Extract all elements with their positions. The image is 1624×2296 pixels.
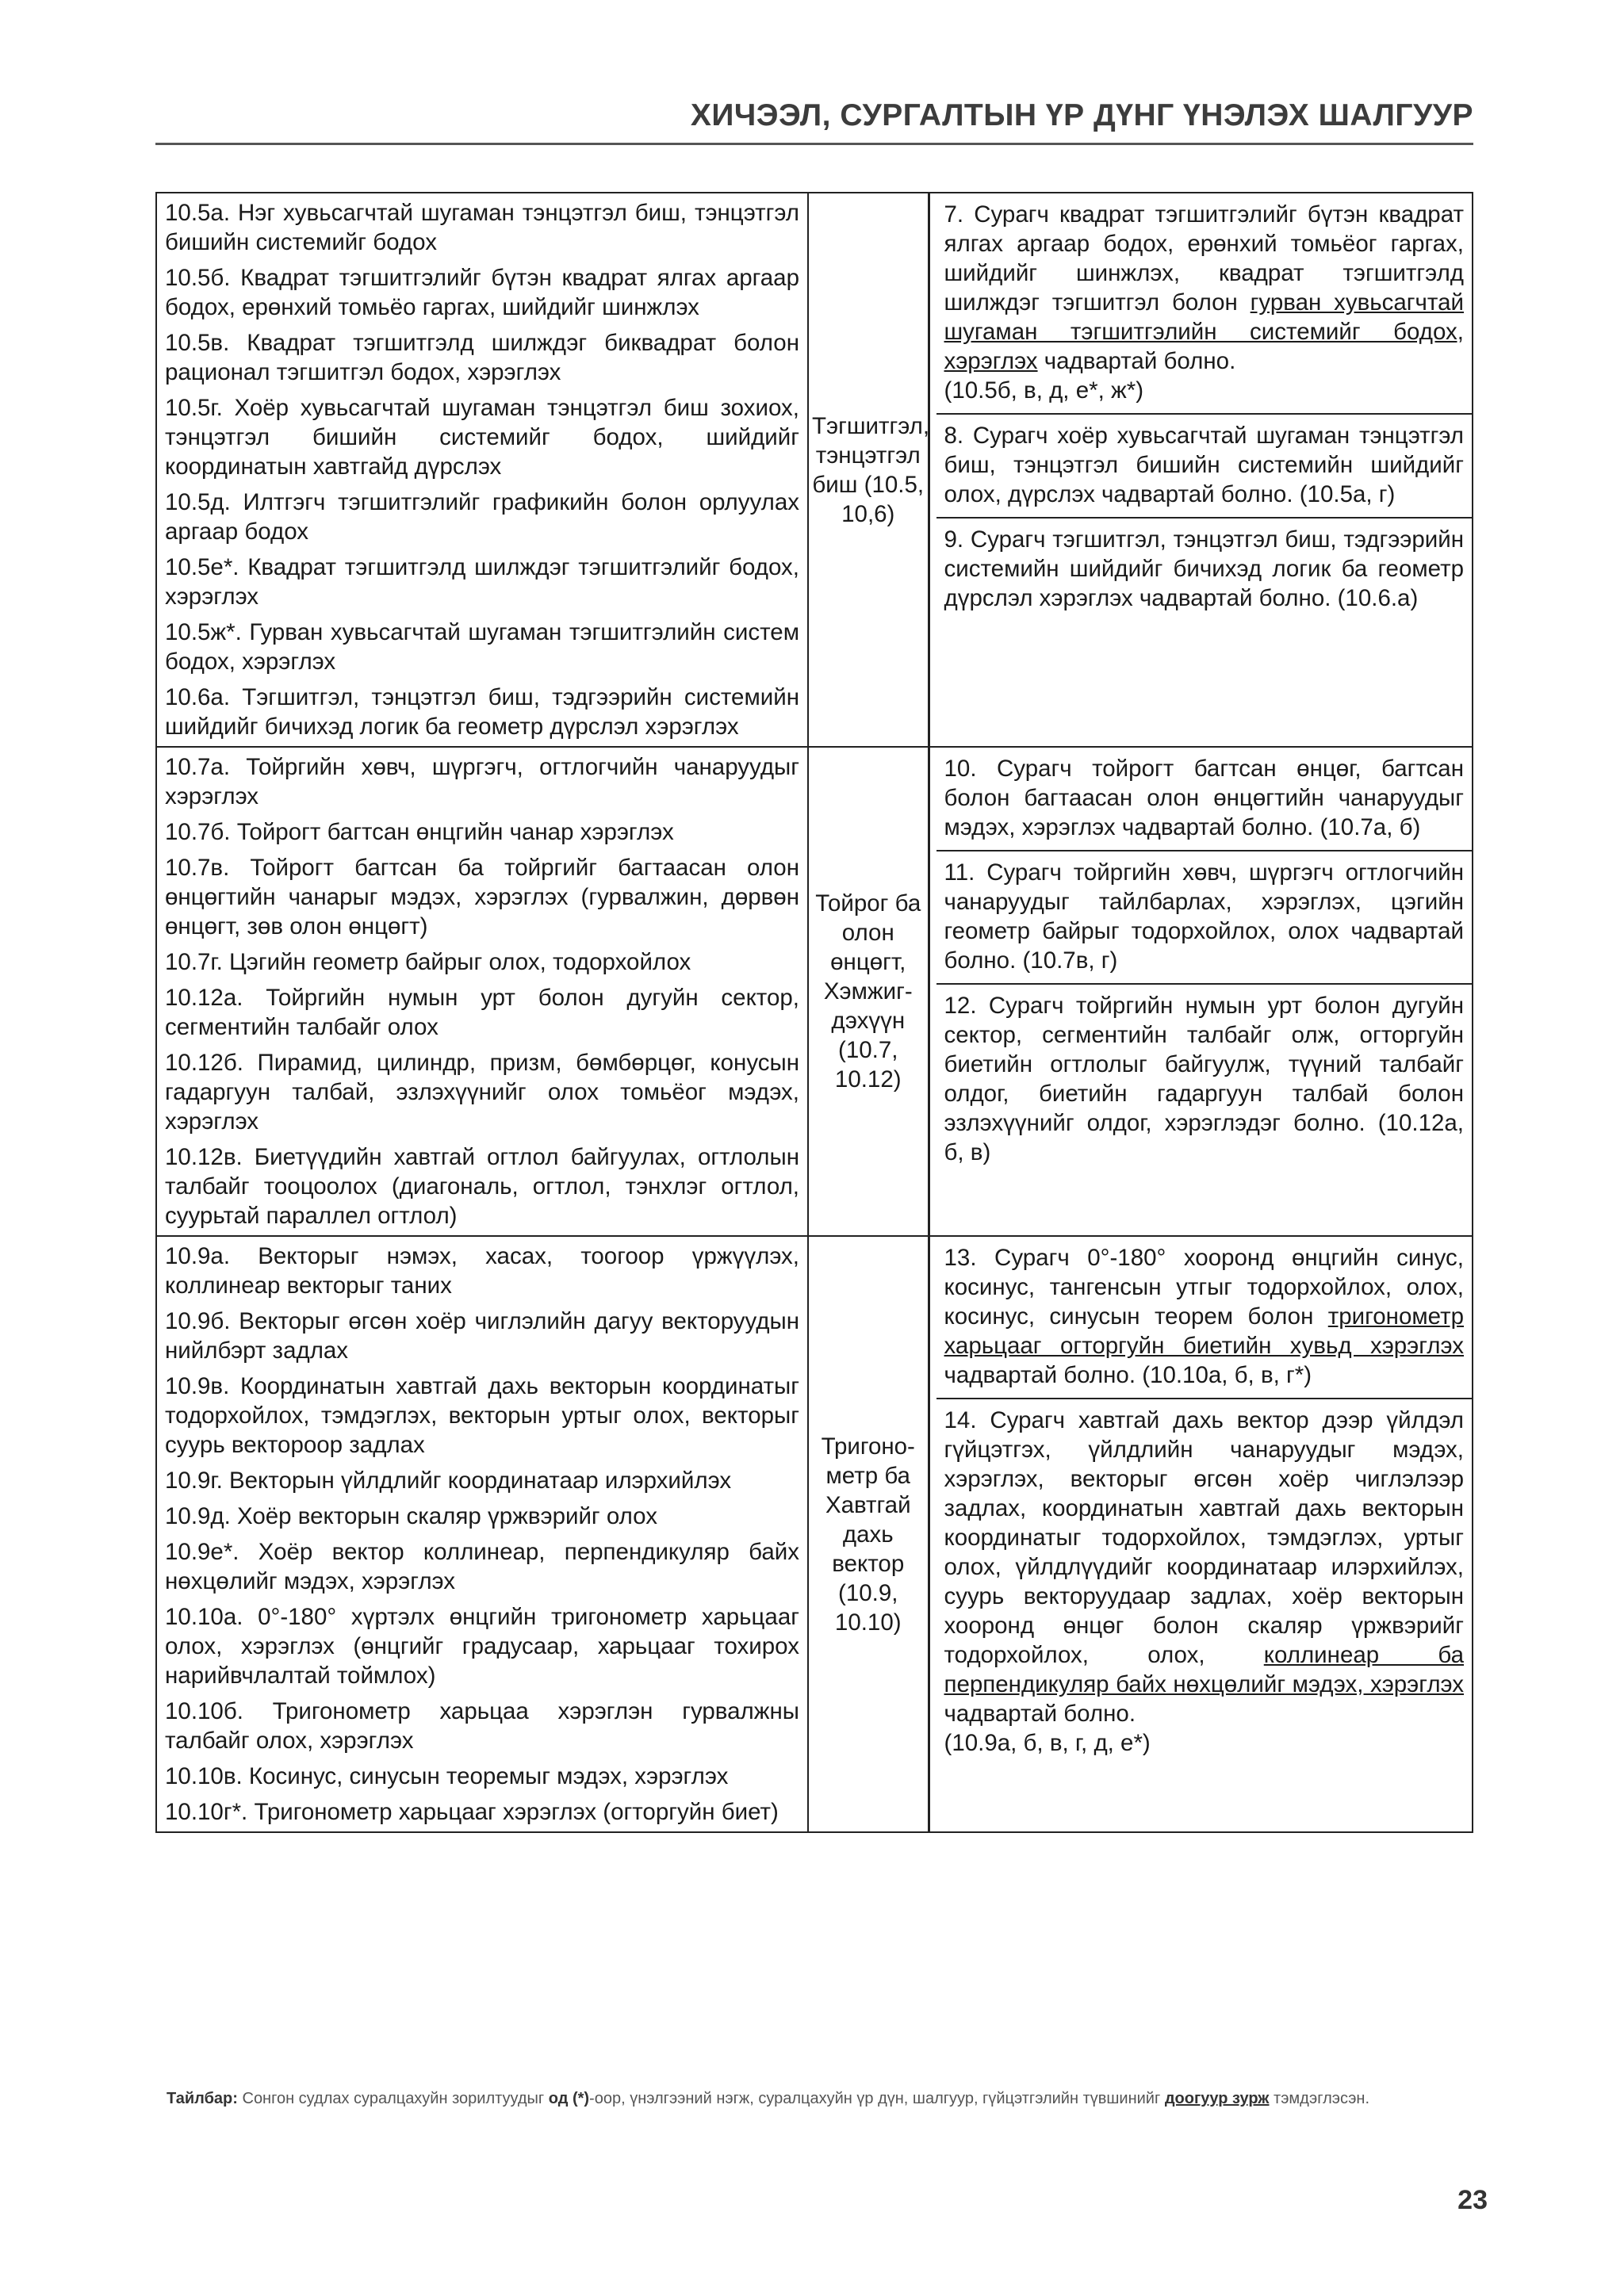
outcome-text-end: чадвартай болно. (10.10а, б, в, г*) <box>944 1362 1312 1388</box>
outcome-underlined-text: гурван хувьсагчтай шугаман тэгшитгэлийн системийг бодох, хэрэглэх <box>944 289 1464 374</box>
objective-item: 10.5е*. Квадрат тэгшитгэлд шилждэг тэгшитгэлийг бодох, хэрэглэх <box>165 554 799 610</box>
objective-item: 10.5г. Хоёр хувьсагчтай шугаман тэнцэтгэл биш зохиох, тэнцэтгэл бишийн системийг бодох, шийдийг координатын хавтгайд дүрслэх <box>165 395 799 480</box>
table-row <box>156 1236 1473 1832</box>
outcome-item <box>936 851 1473 985</box>
objective-item: 10.5д. Илтгэгч тэгшитгэлийг графикийн болон орлуулах аргаар бодох <box>165 489 799 545</box>
objective-item: 10.7в. Тойрогт багтсан ба тойргийг багтаасан олон өнцөгтийн чанарыг мэдэх, хэрэглэх (гурвалжин, дөрвөн өнцөгт, зөв олон өнцөгт) <box>165 855 799 939</box>
footnote-text: Сонгон судлах суралцахуйн зорилтуудыг <box>237 2090 549 2107</box>
objective-item: 10.10а. 0°-180° хүртэлх өнцгийн тригонометр харьцааг олох, хэрэглэх (өнцгийг градусаар, харьцааг тохирох нарийвчлалтай тоймлох) <box>165 1604 799 1689</box>
outcome-item <box>936 193 1473 415</box>
objective-item: 10.10г*. Тригонометр харьцааг хэрэглэх (огторгуйн биет) <box>165 1799 779 1825</box>
objective-item: 10.10б. Тригонометр харьцаа хэрэглэн гурвалжны талбайг олох, хэрэглэх <box>165 1698 799 1754</box>
objective-item: 10.7б. Тойрогт багтсан өнцгийн чанар хэрэглэх <box>165 819 674 845</box>
outcome-text: 9. Сурагч тэгшитгэл, тэнцэтгэл биш, тэдгээрийн системийн шийдийг бичихэд логик ба геометр дүрслэл хэрэглэх чадвартай болно. (10.6.а) <box>944 526 1464 611</box>
objective-item: 10.9г. Векторын үйлдлийг координатаар илэрхийлэх <box>165 1468 732 1494</box>
table-row <box>156 747 1473 1236</box>
objective-item: 10.12б. Пирамид, цилиндр, призм, бөмбөрцөг, конусын гадаргуун талбай, эзлэхүүнийг олох томьёог мэдэх, хэрэглэх <box>165 1050 799 1135</box>
assessment-criteria-table <box>155 192 1473 1833</box>
objective-item: 10.9а. Векторыг нэмэх, хасах, тоогоор үржүүлэх, коллинеар векторыг таних <box>165 1243 799 1299</box>
outcome-text: 7. Сурагч квадрат тэгшитгэлийг бүтэн квадрат ялгах аргаар бодох, ерөнхий томьёог гаргах, шийдийг шинжлэх, квадрат тэгшитгэлд шилждэг тэгшитгэл болон <box>944 201 1464 316</box>
footnote-underlined: доогуур зурж <box>1164 2090 1270 2107</box>
objective-item: 10.9е*. Хоёр вектор коллинеар, перпендикуляр байх нөхцөлийг мэдэх, хэрэглэх <box>165 1539 799 1594</box>
outcome-item <box>936 985 1473 1175</box>
outcome-text: 14. Сурагч хавтгай дахь вектор дээр үйлдэл гүйцэтгэх, үйлдлийн чанаруудыг мэдэх, хэрэглэх, векторыг өгсөн хоёр чиглэлээр задлах, координатын хавтгай дахь векторын координатыг тодорхойлох, тэмдэглэх, уртыг олох, үйлдлүүдийг координатаар илэрхийлэх, суурь векторуудаар задлах, хоёр векторын хооронд өнцөг болон скаляр үржвэрийг тодорхойлох, олох, <box>944 1407 1464 1668</box>
outcome-underlined-text: тригонометр харьцааг огторгуйн биетийн хувьд хэрэглэх <box>944 1303 1464 1359</box>
outcome-item <box>936 519 1473 621</box>
page-header-title: ХИЧЭЭЛ, СУРГАЛТЫН ҮР ДҮНГ ҮНЭЛЭХ ШАЛГУУР <box>690 98 1473 132</box>
objective-item: 10.5б. Квадрат тэгшитгэлийг бүтэн квадрат ялгах аргаар бодох, ерөнхий томьёо гаргах, шийдийг шинжлэх <box>165 265 799 320</box>
outcome-item <box>936 1237 1473 1399</box>
footnote-bold: од (*) <box>548 2090 590 2107</box>
objective-item: 10.12в. Биетүүдийн хавтгай огтлол байгуулах, огтлолын талбайг тооцоолох (диагональ, огтлол, тэнхлэг огтлол, суурьтай параллел огтлол) <box>165 1144 799 1229</box>
objective-item: 10.5а. Нэг хувьсагчтай шугаман тэнцэтгэл биш, тэнцэтгэл бишийн системийг бодох <box>165 200 799 255</box>
objective-item: 10.7г. Цэгийн геометр байрыг олох, тодорхойлох <box>165 949 691 975</box>
page-number: 23 <box>1457 2185 1488 2215</box>
outcome-text: 13. Сурагч 0°-180° хооронд өнцгийн синус, косинус, тангенсын утгыг тодорхойлох, олох, косинус, синусын теорем болон <box>944 1245 1464 1330</box>
objective-item: 10.9в. Координатын хавтгай дахь векторын координатыг тодорхойлох, тэмдэглэх, векторын уртыг олох, векторыг суурь вектороор задлах <box>165 1373 799 1458</box>
topic-cell: Тэгшитгэл, тэнцэтгэл биш (10.5, 10,6) <box>808 193 929 747</box>
objective-item: 10.9д. Хоёр векторын скаляр үржвэрийг олох <box>165 1503 658 1529</box>
outcome-item <box>936 415 1473 519</box>
outcomes-cell <box>929 193 1473 747</box>
objective-item: 10.5ж*. Гурван хувьсагчтай шугаман тэгшитгэлийн систем бодох, хэрэглэх <box>165 619 799 675</box>
objective-item: 10.6а. Тэгшитгэл, тэнцэтгэл биш, тэдгээрийн системийн шийдийг бичихэд логик ба геометр дүрслэл хэрэглэх <box>165 684 799 740</box>
outcome-text: 12. Сурагч тойргийн нумын урт болон дугуйн сектор, сегментийн талбайг олж, огторгуйн биетийн огтлолыг байгуулж, түүний талбайг олдог, биетийн гадаргуун талбай болон эзлэхүүнийг олдог, хэрэглэдэг болно. (10.12а, б, в) <box>944 993 1464 1165</box>
outcome-text: 10. Сурагч тойрогт багтсан өнцөг, багтсан болон багтаасан олон өнцөгтийн чанаруудыг мэдэх, хэрэглэх чадвартай болно. (10.7а, б) <box>944 756 1464 840</box>
footnote <box>167 2090 1369 2108</box>
outcome-reference: (10.9а, б, в, г, д, е*) <box>944 1730 1151 1756</box>
outcome-item <box>936 748 1473 851</box>
objective-item: 10.7а. Тойргийн хөвч, шүргэгч, огтлогчийн чанаруудыг хэрэглэх <box>165 754 799 809</box>
header-rule <box>155 143 1473 145</box>
topic-cell: Тойрог ба олон өнцөгт, Хэмжиг-дэхүүн (10.7, 10.12) <box>808 747 929 1236</box>
objectives-cell <box>156 193 808 747</box>
footnote-text: тэмдэглэсэн. <box>1269 2090 1370 2107</box>
outcome-text-end: чадвартай болно. <box>1037 348 1236 374</box>
objective-item: 10.10в. Косинус, синусын теоремыг мэдэх, хэрэглэх <box>165 1763 729 1789</box>
objectives-cell <box>156 747 808 1236</box>
outcomes-cell <box>929 1236 1473 1832</box>
objective-item: 10.12а. Тойргийн нумын урт болон дугуйн сектор, сегментийн талбайг олох <box>165 985 799 1040</box>
footnote-text: -оор, үнэлгээний нэгж, суралцахуйн үр дүн, шалгуур, гүйцэтгэлийн түвшинийг <box>589 2090 1165 2107</box>
objective-item: 10.5в. Квадрат тэгшитгэлд шилждэг биквадрат болон рационал тэгшитгэл бодох, хэрэглэх <box>165 330 799 385</box>
footnote-label: Тайлбар: <box>167 2090 238 2107</box>
table-row <box>156 193 1473 747</box>
outcomes-cell <box>929 747 1473 1236</box>
outcome-text: 11. Сурагч тойргийн хөвч, шүргэгч огтлогчийн чанаруудыг тайлбарлах, хэрэглэх, цэгийн геометр байрыг тодорхойлох, олох чадвартай болно. (10.7в, г) <box>944 859 1464 974</box>
outcome-reference: (10.5б, в, д, е*, ж*) <box>944 377 1144 404</box>
objective-item: 10.9б. Векторыг өгсөн хоёр чиглэлийн дагуу векторуудын нийлбэрт задлах <box>165 1308 799 1364</box>
outcome-item <box>936 1399 1473 1766</box>
outcome-underlined-text: коллинеар ба перпендикуляр байх нөхцөлийг мэдэх, хэрэглэх <box>944 1642 1464 1697</box>
objectives-cell <box>156 1236 808 1832</box>
outcome-text: 8. Сурагч хоёр хувьсагчтай шугаман тэнцэтгэл биш, тэнцэтгэл бишийн системийн шийдийг олох, дүрслэх чадвартай болно. (10.5а, г) <box>944 423 1464 507</box>
topic-cell: Тригоно-метр ба Хавтгай дахь вектор (10.9, 10.10) <box>808 1236 929 1832</box>
outcome-text-end: чадвартай болно. <box>944 1701 1136 1727</box>
